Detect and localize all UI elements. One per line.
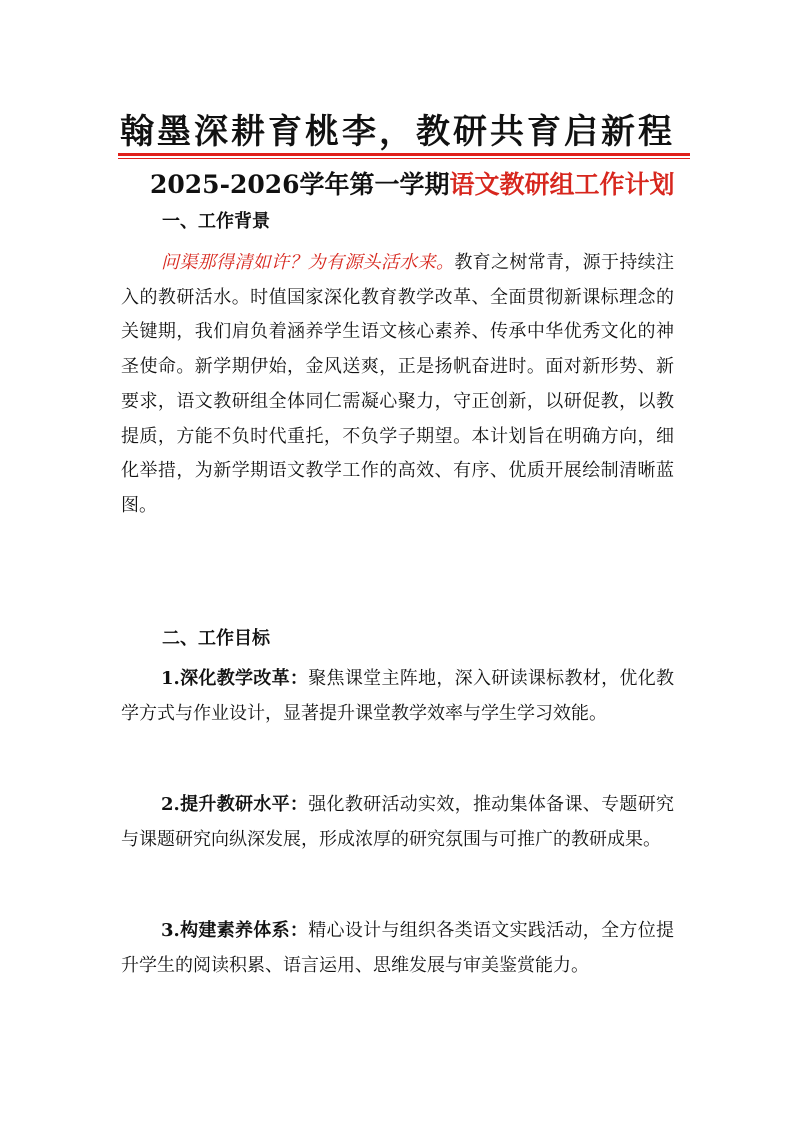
title-divider-thin <box>118 158 690 159</box>
goal-item-3 <box>121 914 674 983</box>
goal-text: 聚焦课堂主阵地，深入研读课标教材，优化教学方式与作业设计，显著提升课堂教学效率与学生学习效能。 <box>121 668 675 724</box>
goal-text: 精心设计与组织各类语文实践活动，全方位提升学生的阅读积累、语言运用、思维发展与审美鉴赏能力。 <box>121 920 675 976</box>
subtitle-year-term: 2025-2026学年第一学期 <box>150 170 450 199</box>
section-heading-goals: 二、工作目标 <box>162 628 270 649</box>
goal-label: 2.提升教研水平： <box>161 794 309 815</box>
goal-item-1 <box>121 662 674 731</box>
background-paragraph <box>121 246 674 524</box>
section-heading-background: 一、工作背景 <box>162 211 270 232</box>
background-body: 教育之树常青，源于持续注入的教研活水。时值国家深化教育教学改革、全面贯彻新课标理念的关键期，我们肩负着涵养学生语文核心素养、传承中华优秀文化的神圣使命。新学期伊始，金风送爽，正是扬帆奋进时。面对新形势、新要求，语文教研组全体同仁需凝心聚力，守正创新，以研促教，以教提质，方能不负时代重托，不负学子期望。本计划旨在明确方向，细化举措，为新学期语文教学工作的高效、有序、优质开展绘制清晰蓝图。 <box>121 252 675 516</box>
title-divider-thick <box>118 153 690 156</box>
main-title: 翰墨深耕育桃李，教研共育启新程 <box>120 112 675 152</box>
goal-label: 1.深化教学改革： <box>161 668 309 689</box>
subtitle <box>150 165 690 201</box>
goal-text: 强化教研活动实效，推动集体备课、专题研究与课题研究向纵深发展，形成浓厚的研究氛围与可推广的教研成果。 <box>121 794 675 850</box>
subtitle-plan-name: 语文教研组工作计划 <box>449 170 675 199</box>
background-quote: 问渠那得清如许？为有源头活水来。 <box>161 252 455 273</box>
goal-item-2 <box>121 788 674 857</box>
goal-label: 3.构建素养体系： <box>161 920 309 941</box>
